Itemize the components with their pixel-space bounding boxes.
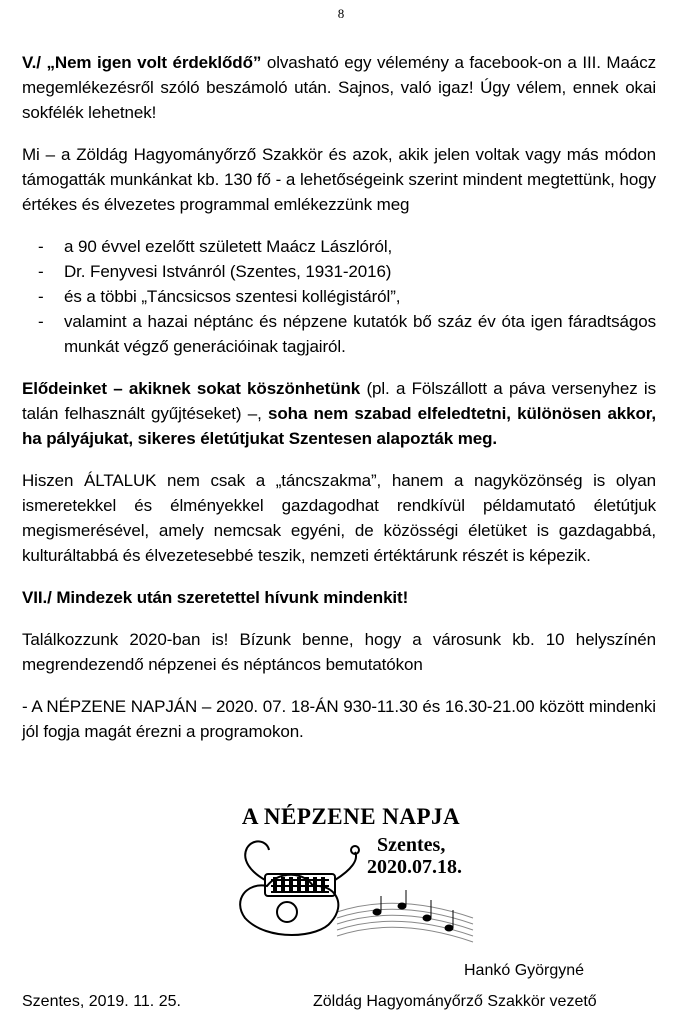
paragraph-commemoration: Mi – a Zöldág Hagyományőrző Szakkör és azok, akik jelen voltak vagy más módon támogatták munkánkat kb. 130 fő - a lehetőségeink szerint mindent megtettünk, hogy értékes és élvezetes programmal emlékezzünk meg bbox=[22, 145, 656, 214]
list-item: - Dr. Fenyvesi Istvánról (Szentes, 1931-2016) bbox=[22, 259, 656, 284]
document-body bbox=[22, 50, 656, 761]
dash-bullet: - bbox=[38, 237, 44, 256]
place-date: Szentes, 2019. 11. 25. bbox=[22, 993, 181, 1010]
logo-date: 2020.07.18. bbox=[367, 856, 462, 878]
dash-bullet: - bbox=[38, 312, 44, 331]
list-item: - a 90 évvel ezelőtt született Maácz Lászlóról, bbox=[22, 234, 656, 259]
paragraph-through-them: Hiszen ÁLTALUK nem csak a „táncszakma”, hanem a nagyközönség is olyan ismeretekkel és élményekkel gazdagodhat rendkívül példamutató életútjuk megismerésével, amely nemcsak egyéni, de közösségi életüket is gazdagabbá, kulturáltabbá és élvezetesebbé teszik, nemzeti értéktárunk részét is képezik. bbox=[22, 471, 656, 565]
signer-role: Zöldág Hagyományőrző Szakkör vezető bbox=[313, 993, 597, 1010]
paragraph-text: olvasható egy vélemény a facebook-on a III. Maácz megemlékezésről szóló beszámoló után. Sajnos, való igaz! Úgy vélem, ennek okai sokfélék lehetnek! bbox=[22, 53, 656, 122]
logo-city: Szentes, bbox=[377, 834, 446, 856]
paragraph-folk-music-day: - A NÉPZENE NAPJÁN – 2020. 07. 18-ÁN 930-11.30 és 16.30-21.00 között mindenki jól fogja magát érezni a programokon. bbox=[22, 697, 656, 741]
signer-name: Hankó Györgyné bbox=[464, 962, 585, 979]
paragraph-predecessors: Elődeinket – akiknek sokat köszönhetünk (pl. a Fölszállott a páva versenyhez is talán felhasznált gyűjtéseket) –, soha nem szabad elfeledtetni, különösen akkor, ha pályájukat, sikeres életútjukat Szentesen alapozták meg. bbox=[22, 379, 656, 448]
page-number: 8 bbox=[337, 6, 345, 21]
logo-title: A NÉPZENE NAPJA bbox=[241, 804, 461, 829]
commemorated-list bbox=[22, 234, 656, 359]
section-vii-heading: VII./ Mindezek után szeretettel hívunk mindenkit! bbox=[22, 588, 409, 607]
folk-music-day-logo bbox=[227, 800, 475, 950]
paragraph-meet-2020: Találkozzunk 2020-ban is! Bízunk benne, hogy a városunk kb. 10 helyszínén megrendezendő népzenei és néptáncos bemutatókon bbox=[22, 630, 656, 674]
paragraph-facebook-opinion bbox=[22, 50, 656, 125]
dash-bullet: - bbox=[38, 287, 44, 306]
list-item: - valamint a hazai néptánc és népzene kutatók bő száz év óta igen fáradtságos munkát végző generációinak tagjairól. bbox=[22, 309, 656, 359]
section-v-heading: V./ „Nem igen volt érdeklődő” bbox=[22, 53, 262, 72]
list-item: - és a többi „Táncsicsos szentesi kollégistáról”, bbox=[22, 284, 656, 309]
dash-bullet: - bbox=[38, 262, 44, 281]
